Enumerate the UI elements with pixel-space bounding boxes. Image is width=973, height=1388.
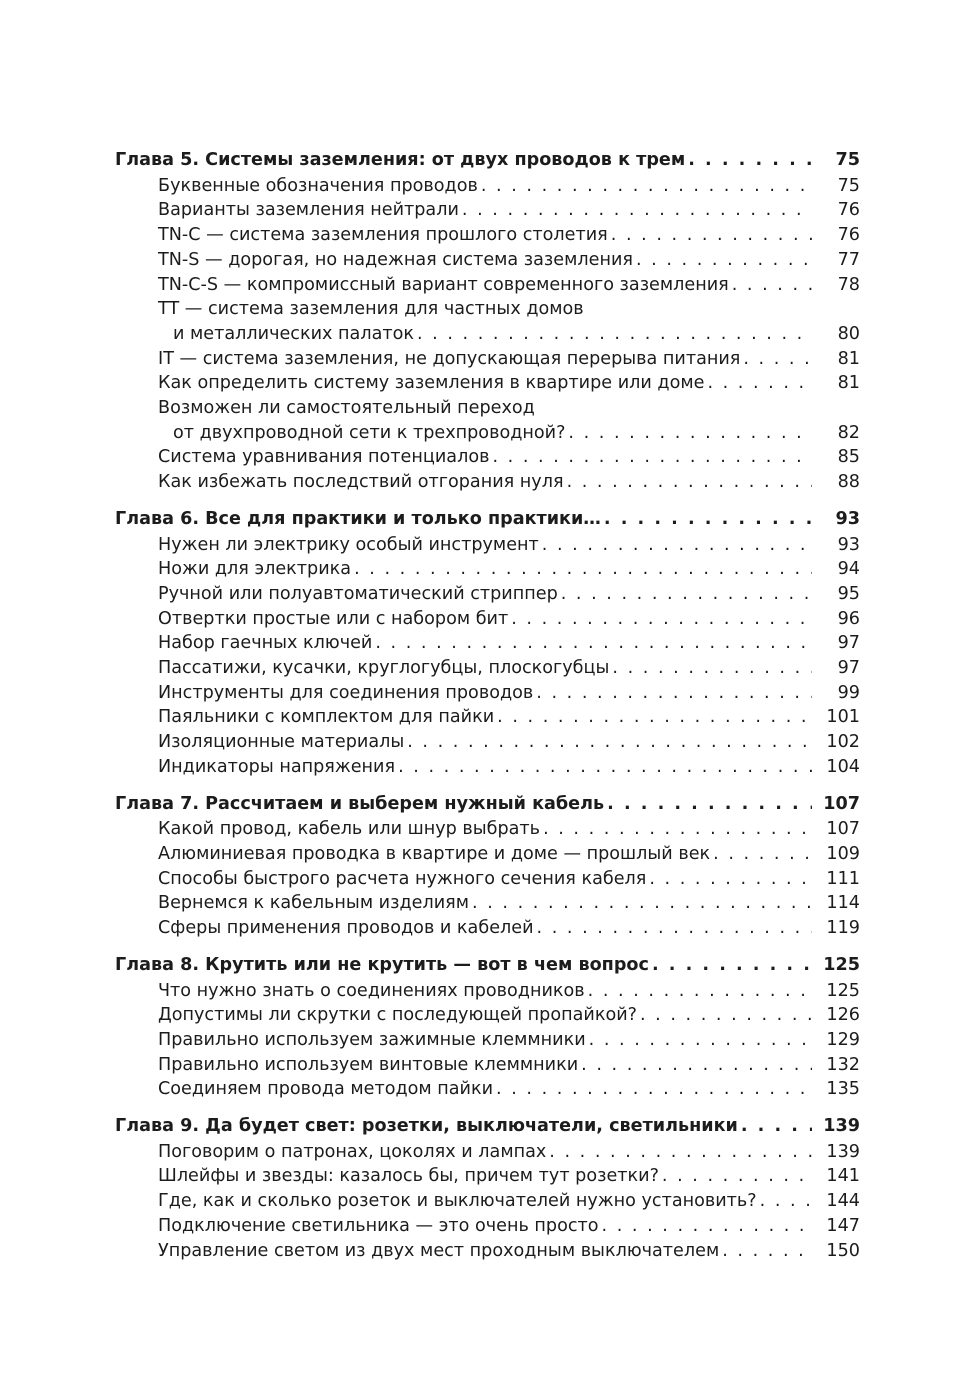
section-entry-page-number: 99 (837, 682, 860, 703)
section-entry-page-number: 80 (837, 323, 860, 344)
dot-leader (481, 174, 812, 199)
section-entry[interactable] (115, 1077, 860, 1102)
dot-leader (536, 681, 812, 706)
section-entry-page-number: 81 (837, 348, 860, 369)
section-entry[interactable] (115, 445, 860, 470)
dot-leader (417, 322, 812, 347)
section-entry-title: Где, как и сколько розеток и выключателей нужно установить? (158, 1191, 757, 1212)
section-entry[interactable] (115, 223, 860, 248)
dot-leader (543, 817, 812, 842)
chapter-heading[interactable] (115, 1114, 860, 1139)
dot-leader (375, 631, 812, 656)
dot-leader (636, 248, 812, 273)
section-entry-page-number: 132 (826, 1054, 860, 1075)
section-entry-page-number: 104 (826, 756, 860, 777)
section-entry-title: Способы быстрого расчета нужного сечения кабеля (158, 868, 647, 889)
chapter-heading-title: Глава 5. Системы заземления: от двух проводов к трем (115, 150, 686, 170)
section-entry-page-number: 125 (826, 980, 860, 1001)
section-entry-page-number: 96 (837, 608, 860, 629)
section-entry-page-number: 107 (826, 819, 860, 840)
section-entry-title: Соединяем провода методом пайки (158, 1079, 494, 1100)
section-entry-page-number: 129 (826, 1029, 860, 1050)
dot-leader (542, 533, 812, 558)
section-entry[interactable] (115, 1164, 860, 1189)
chapter-heading[interactable] (115, 148, 860, 173)
section-entry[interactable] (115, 1028, 860, 1053)
dot-leader (511, 607, 812, 632)
section-entry[interactable] (115, 755, 860, 780)
section-entry-title: Правильно используем винтовые клеммники (158, 1054, 579, 1075)
dot-leader (649, 867, 812, 892)
section-entry[interactable] (115, 582, 860, 607)
section-entry[interactable] (115, 198, 860, 223)
chapter-heading-page-number: 93 (835, 508, 860, 529)
section-entry-title: и металлических палаток (173, 323, 414, 344)
dot-leader (497, 705, 812, 730)
dot-leader (589, 1028, 812, 1053)
section-entry[interactable] (115, 1189, 860, 1214)
section-entry[interactable] (115, 607, 860, 632)
section-title-line1: TT — система заземления для частных домов (158, 299, 584, 320)
section-entry-page-number: 147 (826, 1215, 860, 1236)
section-entry-page-number: 88 (837, 472, 860, 493)
section-entry-title: TN-C-S — компромиссный вариант современного заземления (158, 274, 729, 295)
chapter-block (115, 792, 860, 941)
section-entry[interactable] (115, 1214, 860, 1239)
section-entry[interactable] (115, 867, 860, 892)
section-title-line1: Возможен ли самостоятельный переход (158, 398, 535, 419)
section-entry-page-number: 150 (826, 1240, 860, 1261)
section-entry[interactable] (115, 273, 860, 298)
section-entry[interactable] (115, 248, 860, 273)
section-entry-title: Подключение светильника — это очень просто (158, 1215, 599, 1236)
section-entry-title: IT — система заземления, не допускающая перерыва питания (158, 348, 741, 369)
section-entry-page-number: 102 (826, 732, 860, 753)
section-entry[interactable] (115, 322, 860, 347)
dot-leader (549, 1140, 812, 1165)
section-entry-title: Что нужно знать о соединениях проводников (158, 980, 585, 1001)
section-entry-page-number: 94 (837, 559, 860, 580)
section-entry-title: TN-S — дорогая, но надежная система заземления (158, 249, 633, 270)
dot-leader (581, 1053, 812, 1078)
section-entry-page-number: 101 (826, 707, 860, 728)
section-entry-title: Пассатижи, кусачки, круглогубцы, плоскогубцы (158, 658, 610, 679)
dot-leader (588, 979, 812, 1004)
dot-leader (398, 755, 812, 780)
dot-leader (496, 1077, 812, 1102)
dot-leader (568, 421, 812, 446)
section-entry[interactable] (115, 557, 860, 582)
section-entry[interactable] (115, 979, 860, 1004)
chapter-heading[interactable] (115, 953, 860, 978)
section-entry-title: Шлейфы и звезды: казалось бы, причем тут розетки? (158, 1166, 659, 1187)
section-entry[interactable] (115, 1239, 860, 1264)
section-entry-title: Инструменты для соединения проводов (158, 682, 534, 703)
section-entry[interactable] (115, 842, 860, 867)
dot-leader (537, 916, 812, 941)
dot-leader (602, 1214, 812, 1239)
section-entry-page-number: 114 (826, 893, 860, 914)
section-entry-page-number: 119 (826, 918, 860, 939)
section-entry-title: Индикаторы напряжения (158, 756, 396, 777)
section-entry-title: Система уравнивания потенциалов (158, 447, 490, 468)
dot-leader (732, 273, 812, 298)
section-entry-page-number: 95 (837, 583, 860, 604)
section-entry-page-number: 111 (826, 868, 860, 889)
section-entry-page-number: 97 (837, 658, 860, 679)
section-entry-page-number: 135 (826, 1079, 860, 1100)
section-entry-page-number: 78 (837, 274, 860, 295)
section-entry-title: Как определить систему заземления в квартире или доме (158, 373, 705, 394)
dot-leader (688, 148, 812, 173)
section-entry-title: Управление светом из двух мест проходным выключателем (158, 1240, 720, 1261)
dot-leader (604, 507, 812, 532)
chapter-heading-page-number: 75 (835, 150, 860, 170)
section-entry[interactable] (115, 470, 860, 495)
chapter-block (115, 148, 860, 495)
dot-leader (354, 557, 812, 582)
dot-leader (567, 470, 812, 495)
section-entry-page-number: 85 (837, 447, 860, 468)
section-entry[interactable] (115, 891, 860, 916)
section-entry-title: Какой провод, кабель или шнур выбрать (158, 819, 541, 840)
chapter-heading-title: Глава 6. Все для практики и только практики… (115, 508, 601, 529)
dot-leader (611, 223, 812, 248)
chapter-heading-page-number: 139 (823, 1116, 860, 1137)
section-entry-page-number: 109 (826, 843, 860, 864)
dot-leader (640, 1003, 812, 1028)
dot-leader (607, 792, 812, 817)
section-entry[interactable] (115, 174, 860, 199)
section-entry[interactable] (115, 705, 860, 730)
section-entry-page-number: 76 (837, 225, 860, 246)
section-entry-title: Буквенные обозначения проводов (158, 175, 478, 196)
table-of-contents (115, 148, 860, 1275)
section-entry[interactable] (115, 656, 860, 681)
chapter-heading-title: Глава 8. Крутить или не крутить — вот в чем вопрос (115, 954, 649, 975)
section-entry-title: Ручной или полуавтоматический стриппер (158, 583, 558, 604)
section-entry-title: Изоляционные материалы (158, 732, 405, 753)
section-entry-title: Отвертки простые или с набором бит (158, 608, 509, 629)
chapter-heading-title: Глава 9. Да будет свет: розетки, выключатели, светильники (115, 1116, 738, 1137)
section-entry[interactable] (115, 421, 860, 446)
section-entry-page-number: 139 (826, 1141, 860, 1162)
section-entry-title: Варианты заземления нейтрали (158, 200, 459, 221)
dot-leader (741, 1114, 812, 1139)
dot-leader (707, 371, 812, 396)
dot-leader (722, 1239, 812, 1264)
section-entry-page-number: 93 (837, 534, 860, 555)
section-entry-page-number: 126 (826, 1005, 860, 1026)
section-entry[interactable] (115, 631, 860, 656)
dot-leader (612, 656, 812, 681)
chapter-block (115, 507, 860, 780)
section-entry-title: Паяльники с комплектом для пайки (158, 707, 495, 728)
chapter-heading-title: Глава 7. Рассчитаем и выберем нужный кабель (115, 793, 605, 814)
section-entry[interactable] (115, 533, 860, 558)
section-entry-title: Алюминиевая проводка в квартире и доме — прошлый век (158, 843, 711, 864)
section-entry-page-number: 144 (826, 1191, 860, 1212)
section-entry-page-number: 97 (837, 633, 860, 654)
chapter-heading-page-number: 107 (823, 793, 860, 814)
dot-leader (760, 1189, 812, 1214)
section-entry[interactable] (115, 371, 860, 396)
section-entry[interactable] (115, 347, 860, 372)
dot-leader (462, 198, 812, 223)
section-entry-page-number: 82 (837, 422, 860, 443)
section-entry[interactable] (115, 916, 860, 941)
section-entry-title: от двухпроводной сети к трехпроводной? (173, 422, 566, 443)
section-entry-title: Поговорим о патронах, цоколях и лампах (158, 1141, 547, 1162)
section-entry-page-number: 75 (837, 175, 860, 196)
section-entry-page-number: 141 (826, 1166, 860, 1187)
chapter-block (115, 953, 860, 1102)
section-entry-title: Вернемся к кабельным изделиям (158, 893, 470, 914)
section-entry-title: Ножи для электрика (158, 559, 352, 580)
dot-leader (662, 1164, 812, 1189)
section-entry[interactable] (115, 681, 860, 706)
section-entry-title: TN-C — система заземления прошлого столетия (158, 225, 608, 246)
dot-leader (472, 891, 812, 916)
dot-leader (713, 842, 812, 867)
dot-leader (743, 347, 812, 372)
dot-leader (652, 953, 812, 978)
section-entry-title: Как избежать последствий отгорания нуля (158, 472, 564, 493)
section-entry-title: Правильно используем зажимные клеммники (158, 1029, 586, 1050)
chapter-block (115, 1114, 860, 1263)
dot-leader (561, 582, 812, 607)
section-entry[interactable] (115, 1140, 860, 1165)
section-entry[interactable] (115, 1053, 860, 1078)
section-entry-page-number: 76 (837, 200, 860, 221)
chapter-heading[interactable] (115, 792, 860, 817)
section-entry-title: Допустимы ли скрутки с последующей пропайкой? (158, 1005, 637, 1026)
section-entry-page-number: 81 (837, 373, 860, 394)
section-entry-title: Нужен ли электрику особый инструмент (158, 534, 539, 555)
section-entry[interactable] (115, 817, 860, 842)
dot-leader (407, 730, 812, 755)
dot-leader (492, 445, 812, 470)
chapter-heading[interactable] (115, 507, 860, 532)
section-entry-title: Набор гаечных ключей (158, 633, 373, 654)
section-entry[interactable] (115, 1003, 860, 1028)
section-entry[interactable] (115, 730, 860, 755)
chapter-heading-page-number: 125 (823, 954, 860, 975)
section-entry-page-number: 77 (837, 249, 860, 270)
section-entry-title: Сферы применения проводов и кабелей (158, 918, 534, 939)
